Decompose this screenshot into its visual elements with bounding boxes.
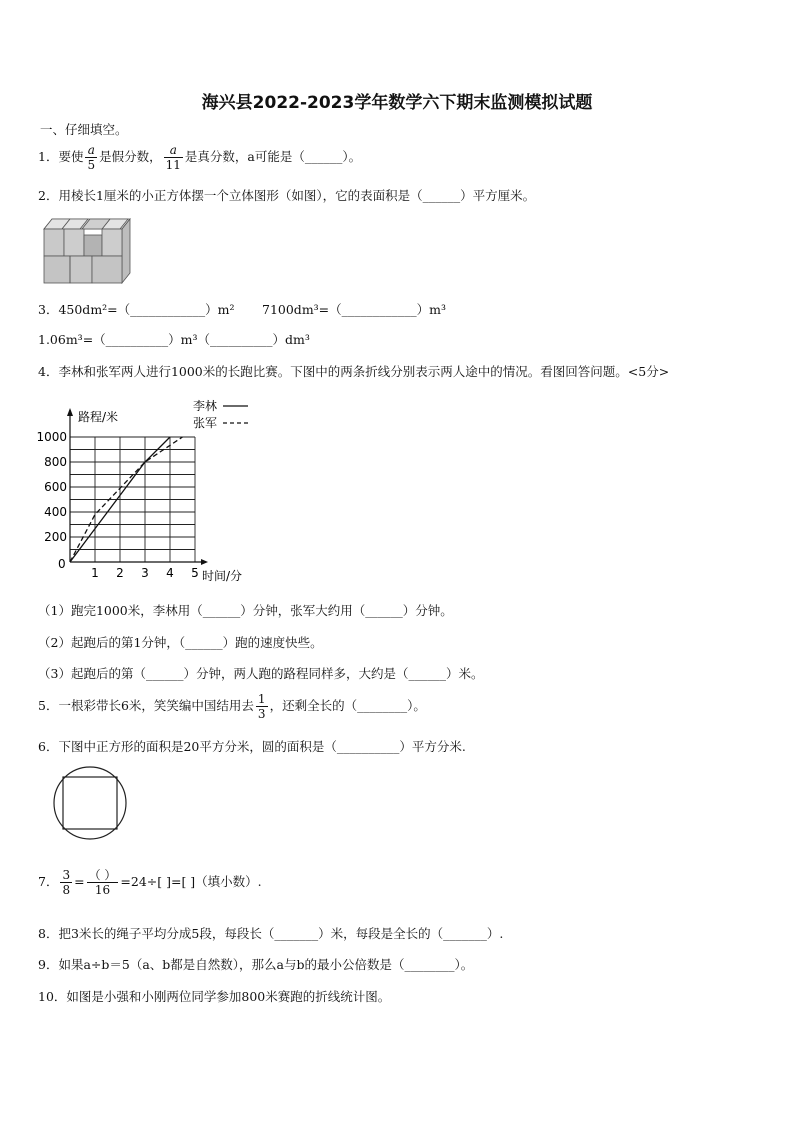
fraction-denominator: 11	[165, 158, 181, 172]
y-axis-arrow	[67, 408, 73, 416]
chart-grid	[70, 437, 195, 562]
fraction-denominator: 5	[87, 158, 96, 172]
question-number: 1．	[38, 149, 59, 164]
y-tick-label: 400	[44, 505, 67, 519]
y-tick-label: 1000	[36, 430, 67, 444]
chart-legend	[193, 398, 248, 430]
question-3-line-1b: 7100dm³=（____________）m³	[262, 302, 447, 317]
cube-figure	[40, 217, 132, 287]
fraction	[256, 692, 268, 721]
chart-axes	[67, 408, 208, 565]
x-tick-label: 3	[141, 566, 149, 580]
y-tick-label: 800	[44, 455, 67, 469]
question-10: 10．如图是小强和小刚两位同学参加800米赛跑的折线统计图。	[38, 989, 391, 1004]
x-axis-arrow	[201, 559, 208, 565]
question-4-sub-1: （1）跑完1000米，李林用（______）分钟，张军大约用（______）分钟。	[38, 603, 453, 618]
fraction-denominator: 16	[94, 883, 111, 897]
fraction	[87, 868, 119, 897]
question-5	[38, 692, 426, 721]
question-4-sub-2: （2）起跑后的第1分钟，（______）跑的速度快些。	[38, 635, 323, 650]
page-title: 海兴县2022-2023学年数学六下期末监测模拟试题	[201, 93, 593, 113]
origin-label: 0	[58, 557, 66, 571]
question-7	[38, 868, 262, 897]
x-tick-label: 5	[191, 566, 199, 580]
question-text: 是真分数，a可能是（______）。	[184, 149, 362, 164]
x-tick-label: 4	[166, 566, 174, 580]
line-chart	[30, 392, 260, 590]
x-tick-labels	[91, 566, 199, 580]
question-3-line-1a: 3．450dm²=（____________）m²	[38, 302, 235, 317]
fraction-numerator: 1	[257, 692, 266, 706]
fraction-numerator: （ ）	[88, 868, 117, 882]
fraction-denominator: 8	[62, 883, 71, 897]
question-3-line-2: 1.06m³=（__________）m³（__________）dm³	[38, 332, 310, 347]
question-1	[38, 143, 361, 172]
question-8: 8．把3米长的绳子平均分成5段，每段长（_______）米，每段是全长的（_______）.	[38, 926, 504, 941]
legend-label: 张军	[193, 416, 218, 430]
y-tick-label: 600	[44, 480, 67, 494]
question-text: ，还剩全长的（________）。	[269, 698, 426, 713]
x-axis-label: 时间/分	[202, 569, 243, 583]
circle-square-figure	[48, 765, 132, 841]
question-9: 9．如果a÷b＝5（a、b都是自然数），那么a与b的最小公倍数是（________）。	[38, 957, 474, 972]
question-text: 要使	[58, 149, 84, 164]
section-heading: 一、仔细填空。	[40, 122, 128, 137]
question-2: 2．用棱长1厘米的小正方体摆一个立体图形（如图），它的表面积是（______）平方厘米。	[38, 188, 536, 203]
x-tick-label: 2	[116, 566, 124, 580]
question-number: 7．	[38, 874, 59, 889]
question-6: 6．下图中正方形的面积是20平方分米，圆的面积是（__________）平方分米.	[38, 739, 466, 754]
y-axis-label: 路程/米	[78, 410, 119, 424]
fraction-denominator: 3	[257, 707, 266, 721]
fraction-numerator: a	[164, 143, 183, 158]
fraction	[85, 143, 97, 172]
question-text: 是假分数，	[99, 149, 162, 164]
fraction	[60, 868, 72, 897]
fraction-numerator: 3	[62, 868, 71, 882]
equals-sign: =	[74, 874, 85, 889]
question-4: 4．李林和张军两人进行1000米的长跑比赛。下图中的两条折线分别表示两人途中的情况。看图回答问题。<5分>	[38, 364, 670, 379]
question-4-sub-3: （3）起跑后的第（______）分钟，两人跑的路程同样多，大约是（______）米。	[38, 666, 484, 681]
question-text: 5．一根彩带长6米，笑笑编中国结用去	[38, 698, 254, 713]
y-tick-labels	[36, 430, 67, 544]
x-tick-label: 1	[91, 566, 99, 580]
y-tick-label: 200	[44, 530, 67, 544]
fraction	[164, 143, 183, 172]
question-text: =24÷[ ]=[ ]（填小数）.	[120, 874, 262, 889]
fraction-numerator: a	[85, 143, 97, 158]
legend-label: 李林	[193, 399, 218, 413]
